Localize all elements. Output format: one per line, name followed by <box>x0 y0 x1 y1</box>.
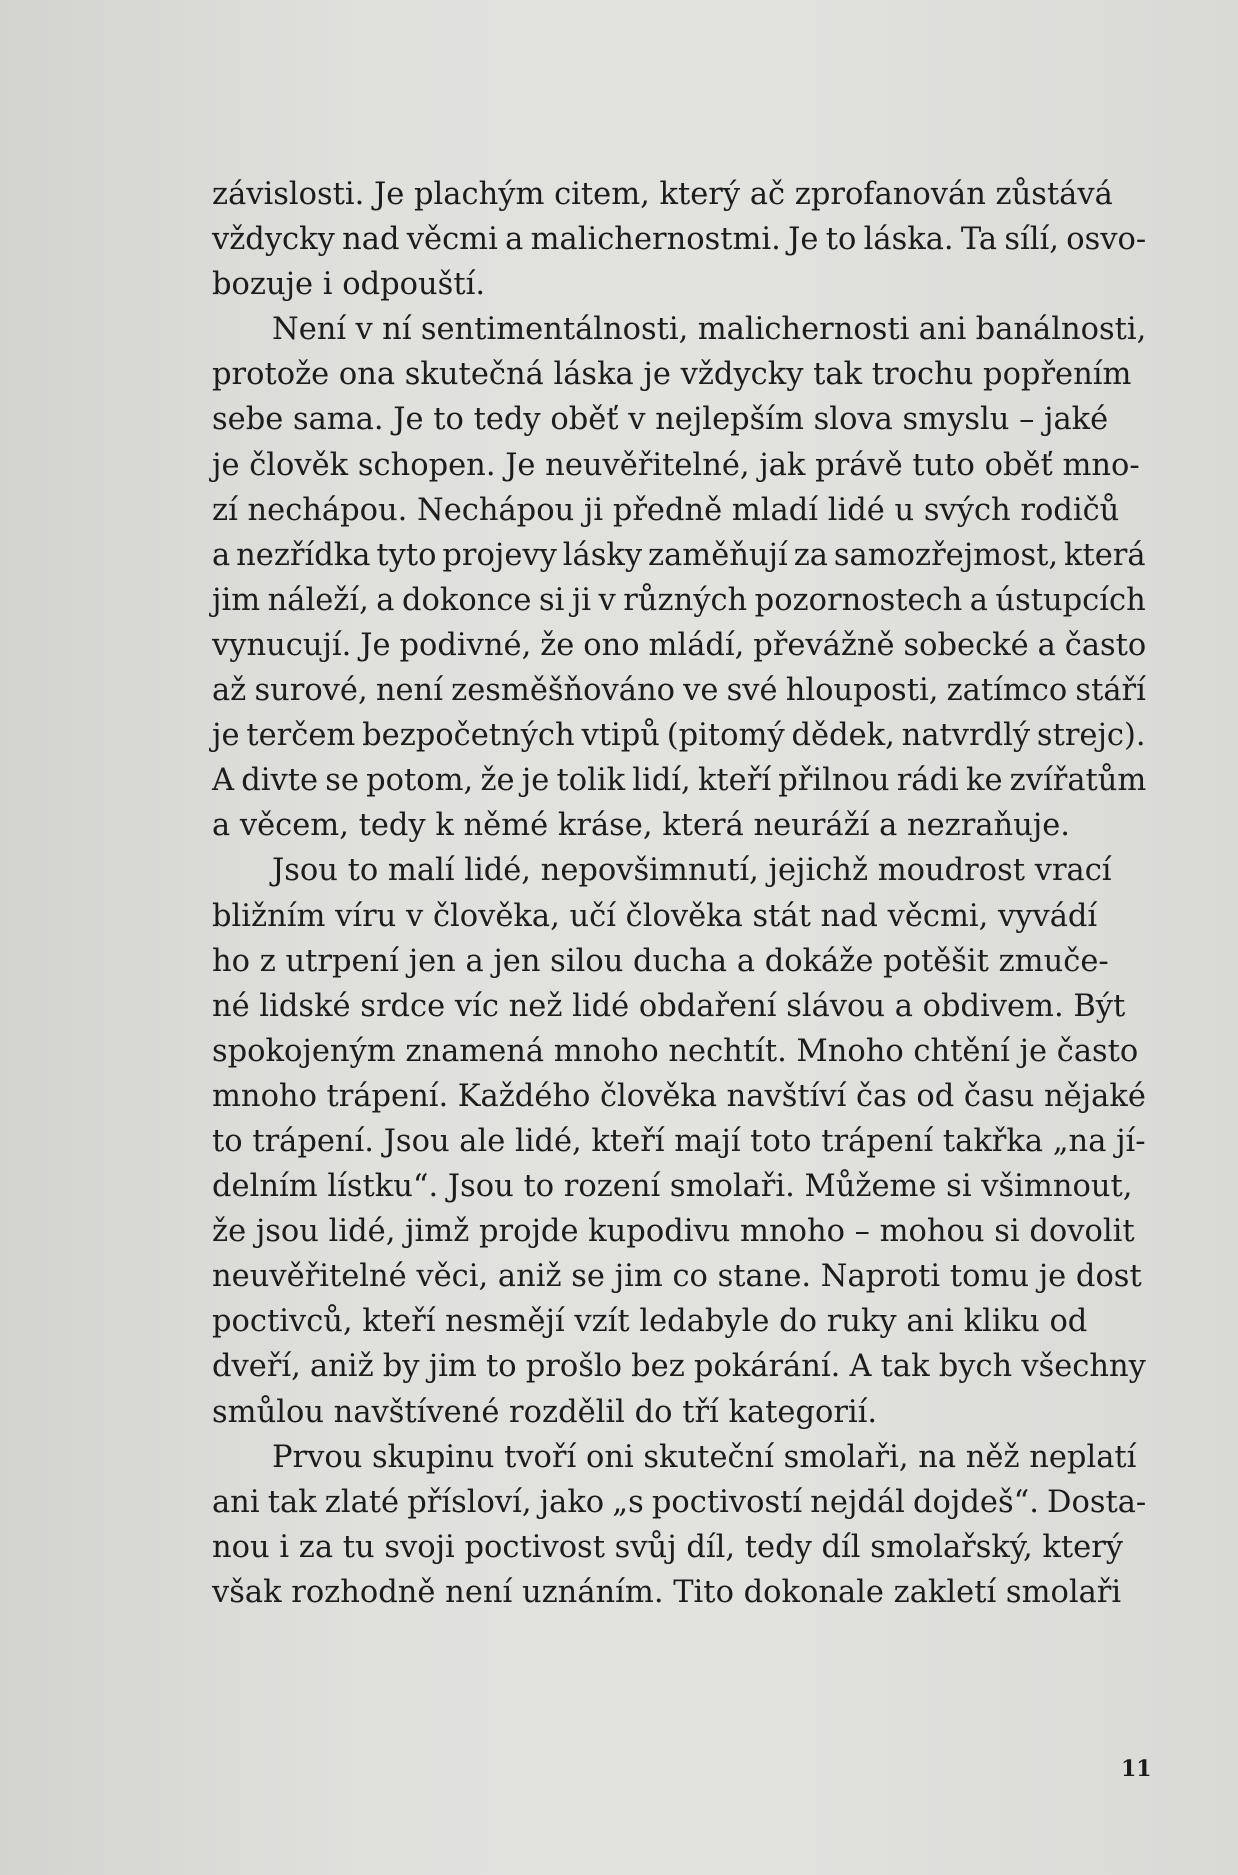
text-line: vynucují. Je podivné, že ono mládí, převážně sobecké a často <box>212 627 1147 663</box>
text-line: a nezřídka tyto projevy lásky zaměňují za samozřejmost, která <box>212 537 1146 573</box>
text-line: zí nechápou. Nechápou ji předně mladí lidé u svých rodičů <box>212 492 1120 528</box>
text-line: však rozhodně není uznáním. Tito dokonale zakletí smolaři <box>212 1574 1122 1610</box>
text-line: Jsou to malí lidé, nepovšimnutí, jejichž moudrost vrací <box>272 853 1112 889</box>
text-line: sebe sama. Je to tedy oběť v nejlepším slova smyslu – jaké <box>212 402 1109 438</box>
text-line: to trápení. Jsou ale lidé, kteří mají toto trápení takřka „na jí- <box>212 1123 1146 1159</box>
page-number: 11 <box>1121 1756 1152 1782</box>
text-line: nou i za tu svoji poctivost svůj díl, tedy díl smolařský, který <box>212 1529 1124 1565</box>
text-line: ani tak zlaté přísloví, jako „s poctivostí nejdál dojdeš“. Dosta- <box>212 1484 1147 1520</box>
text-line: ho z utrpení jen a jen silou ducha a dokáže potěšit zmuče- <box>212 943 1109 979</box>
text-line: delním lístku“. Jsou to rození smolaři. Můžeme si všimnout, <box>212 1169 1133 1205</box>
text-line: bozuje i odpouští. <box>212 267 486 303</box>
text-line: je člověk schopen. Je neuvěřitelné, jak právě tuto oběť mno- <box>212 447 1140 483</box>
text-line: smůlou navštívené rozdělil do tří kategorií. <box>212 1394 878 1430</box>
text-line: A divte se potom, že je tolik lidí, kteří přilnou rádi ke zvířatům <box>212 763 1147 799</box>
text-line: jim náleží, a dokonce si ji v různých pozornostech a ústupcích <box>212 582 1146 618</box>
text-line: že jsou lidé, jimž projde kupodivu mnoho – mohou si dovolit <box>212 1214 1135 1250</box>
text-line: závislosti. Je plachým citem, který ač zprofanován zůstává <box>212 177 1113 212</box>
text-line: protože ona skutečná láska je vždycky tak trochu popřením <box>212 357 1132 393</box>
text-line: mnoho trápení. Každého člověka navštíví čas od času nějaké <box>212 1078 1146 1114</box>
body-text <box>212 172 1146 1615</box>
text-line: je terčem bezpočetných vtipů (pitomý dědek, natvrdlý strejc). <box>212 718 1146 754</box>
text-line: Prvou skupinu tvoří oni skuteční smolaři, na něž neplatí <box>272 1439 1137 1475</box>
text-line: né lidské srdce víc než lidé obdaření slávou a obdivem. Být <box>212 988 1126 1024</box>
text-line: neuvěřitelné věci, aniž se jim co stane. Naproti tomu je dost <box>212 1259 1142 1295</box>
text-line: vždycky nad věcmi a malichernostmi. Je to láska. Ta sílí, osvo- <box>212 222 1147 258</box>
text-line: a věcem, tedy k němé kráse, která neuráží a nezraňuje. <box>212 808 1070 844</box>
text-line: spokojeným znamená mnoho nechtít. Mnoho chtění je často <box>212 1033 1139 1069</box>
text-line: bližním víru v člověka, učí člověka stát nad věcmi, vyvádí <box>212 898 1098 934</box>
text-line: až surové, není zesměšňováno ve své hlouposti, zatímco stáří <box>212 673 1146 709</box>
text-line: poctivců, kteří nesmějí vzít ledabyle do ruky ani kliku od <box>212 1304 1088 1340</box>
text-line: dveří, aniž by jim to prošlo bez pokárání. A tak bych všechny <box>212 1349 1146 1385</box>
text-line: Není v ní sentimentálnosti, malichernosti ani banálnosti, <box>272 312 1147 348</box>
